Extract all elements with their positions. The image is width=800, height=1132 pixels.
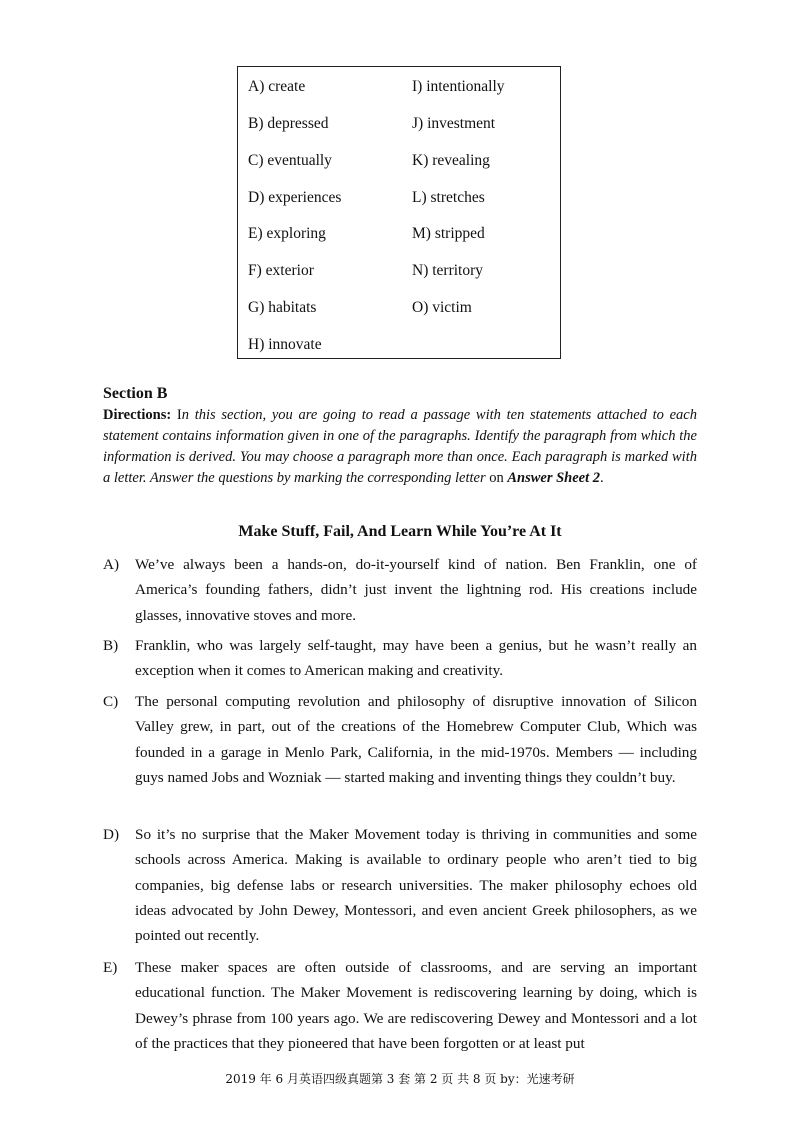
directions-on: on bbox=[485, 470, 508, 486]
directions-label: Directions: bbox=[103, 407, 172, 423]
paragraph-text: We’ve always been a hands-on, do-it-yourself kind of nation. Ben Franklin, one of America’s founding fathers, didn’t just invent the lightning rod. His creations include glasses, innovative stoves and more. bbox=[135, 556, 697, 624]
answer-sheet-label: Answer Sheet 2 bbox=[507, 470, 601, 486]
paragraph-letter: E) bbox=[103, 959, 118, 976]
word-bank-box bbox=[237, 66, 561, 359]
paragraph bbox=[103, 633, 697, 684]
word-option: B) depressed bbox=[248, 115, 329, 132]
paragraph-text: These maker spaces are often outside of classrooms, and are serving an important educational function. The Maker Movement is rediscovering learning by doing, which is Dewey’s phrase from 100 years ago. We are rediscovering Dewey and Montessori and a lot of the practices that they pioneered that have been forgotten or at least put bbox=[135, 959, 697, 1052]
word-option: L) stretches bbox=[412, 189, 485, 206]
word-option: C) eventually bbox=[248, 152, 332, 169]
paragraph-text: The personal computing revolution and philosophy of disruptive innovation of Silicon Valley grew, in part, out of the creations of the Homebrew Computer Club, Which was founded in a garage in Menlo Park, California, in the mid-1970s. Members — including guys named Jobs and Wozniak — started making and inventing things they couldn’t buy. bbox=[135, 693, 697, 786]
word-option: E) exploring bbox=[248, 225, 326, 242]
directions-period: . bbox=[600, 470, 604, 486]
directions-pre: I bbox=[171, 407, 182, 423]
word-option: H) innovate bbox=[248, 336, 322, 353]
paragraph-letter: D) bbox=[103, 826, 120, 843]
word-option: D) experiences bbox=[248, 189, 342, 206]
directions-text: n this section, you are going to read a passage with ten statements attached to each statement contains information given in one of the paragraphs. Identify the paragraph from which the information is derived. You may choose a paragraph more than once. Each paragraph is marked with a letter. Answer the questions by marking the corresponding letter bbox=[103, 407, 697, 486]
word-option: F) exterior bbox=[248, 262, 314, 279]
word-option: A) create bbox=[248, 78, 306, 95]
paragraph bbox=[103, 552, 697, 628]
word-option: K) revealing bbox=[412, 152, 490, 169]
passage-title: Make Stuff, Fail, And Learn While You’re At It bbox=[238, 523, 562, 540]
directions bbox=[103, 405, 697, 489]
word-option: N) territory bbox=[412, 262, 484, 279]
paragraph-letter: B) bbox=[103, 637, 119, 654]
page-footer: 2019 年 6 月英语四级真题第 3 套 第 2 页 共 8 页 by：光速考研 bbox=[225, 1072, 575, 1086]
word-option: I) intentionally bbox=[412, 78, 505, 95]
paragraph-text: So it’s no surprise that the Maker Movement today is thriving in communities and some schools across America. Making is available to ordinary people who aren’t tied to big companies, big defense labs or research universities. The maker philosophy echoes old ideas advocated by John Dewey, Montessori, and even ancient Greek philosophers, as we pointed out recently. bbox=[135, 826, 697, 945]
paragraph bbox=[103, 822, 697, 948]
paragraph-letter: C) bbox=[103, 693, 119, 710]
paragraph bbox=[103, 955, 697, 1056]
section-title: Section B bbox=[103, 385, 168, 402]
word-option: M) stripped bbox=[412, 225, 485, 242]
paragraph bbox=[103, 689, 697, 790]
word-option: J) investment bbox=[412, 115, 496, 132]
paragraph-letter: A) bbox=[103, 556, 120, 573]
word-option: G) habitats bbox=[248, 299, 317, 316]
paragraph-text: Franklin, who was largely self-taught, may have been a genius, but he wasn’t really an exception when it comes to American making and creativity. bbox=[135, 637, 697, 680]
word-option: O) victim bbox=[412, 299, 472, 316]
